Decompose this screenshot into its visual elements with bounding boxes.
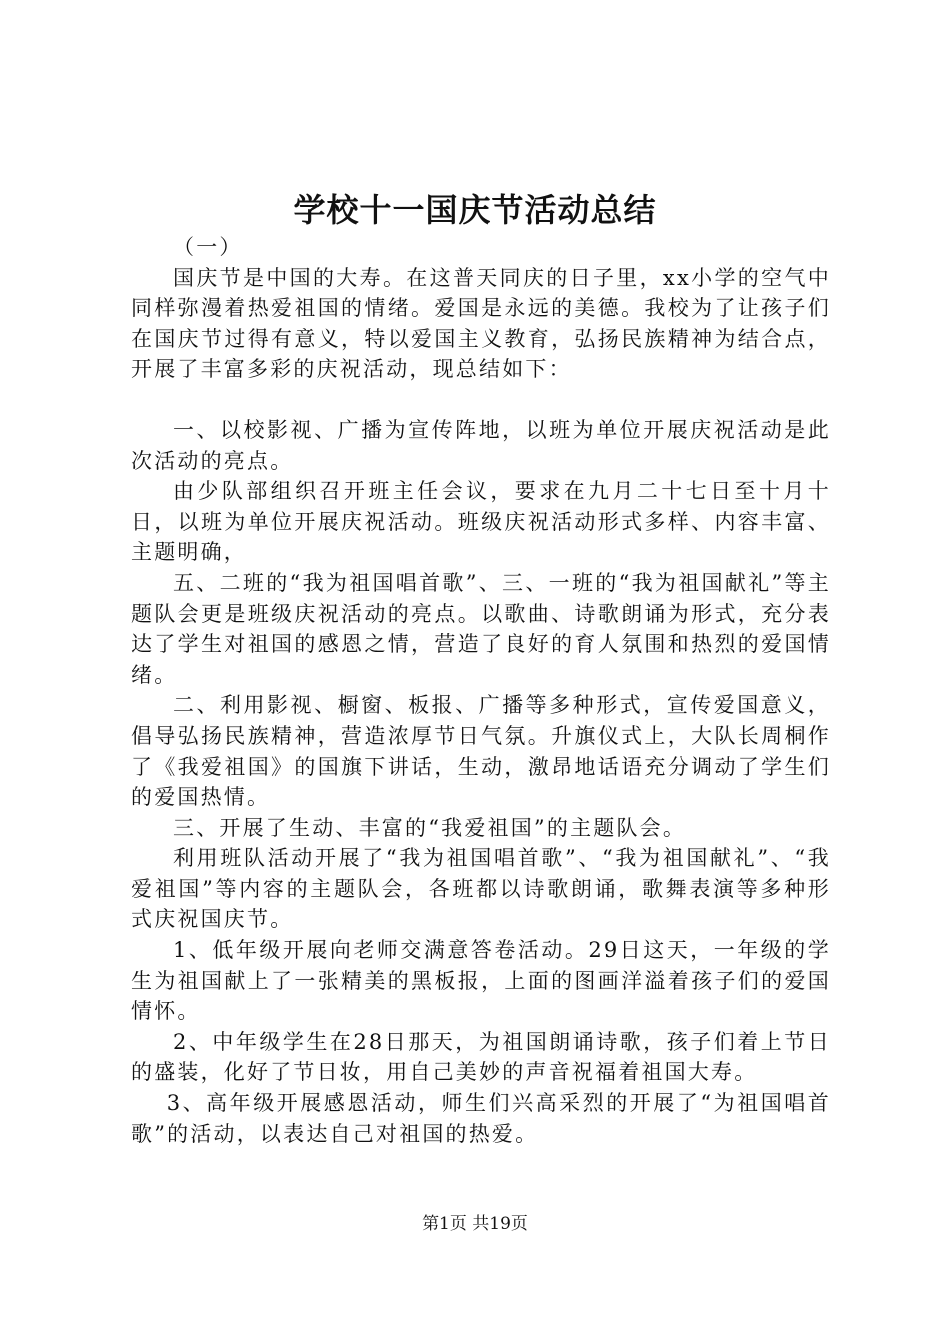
paragraph-point-1: 一、以校影视、广播为宣传阵地，以班为单位开展庆祝活动是此次活动的亮点。	[131, 417, 831, 473]
section-marker: （一）	[173, 235, 243, 259]
intro-paragraph: 国庆节是中国的大寿。在这普天同庆的日子里，xx小学的空气中同样弥漫着热爱祖国的情绪。爱国是永远的美德。我校为了让孩子们在国庆节过得有意义，特以爱国主义教育，弘扬民族精神为结合点，开展了丰富多彩的庆祝活动，现总结如下：	[131, 265, 831, 382]
paragraph-middle-grade: 2、中年级学生在28日那天，为祖国朗诵诗歌，孩子们着上节日的盛装，化好了节日妆，用自己美妙的声音祝福着祖国大寿。	[131, 1029, 831, 1085]
paragraph-point-2: 二、利用影视、橱窗、板报、广播等多种形式，宣传爱国意义，倡导弘扬民族精神，营造浓厚节日气氛。升旗仪式上，大队长周桐作了《我爱祖国》的国旗下讲话，生动，激昂地话语充分调动了学生们的爱国热情。	[131, 693, 831, 810]
paragraph-lower-grade: 1、低年级开展向老师交满意答卷活动。29日这天，一年级的学生为祖国献上了一张精美的黑板报，上面的图画洋溢着孩子们的爱国情怀。	[131, 938, 831, 1024]
paragraph-point-3: 三、开展了生动、丰富的“我爱祖国”的主题队会。	[173, 815, 687, 840]
document-body	[131, 232, 831, 1149]
paragraph-team-meetings: 利用班队活动开展了“我为祖国唱首歌”、“我为祖国献礼”、“我爱祖国”等内容的主题队会，各班都以诗歌朗诵，歌舞表演等多种形式庆祝国庆节。	[131, 846, 831, 932]
paragraph-class-highlights: 五、二班的“我为祖国唱首歌”、三、一班的“我为祖国献礼”等主题队会更是班级庆祝活动的亮点。以歌曲、诗歌朗诵为形式，充分表达了学生对祖国的感恩之情，营造了良好的育人氛围和热烈的爱国情绪。	[131, 570, 831, 687]
paragraph-meeting: 由少队部组织召开班主任会议，要求在九月二十七日至十月十日，以班为单位开展庆祝活动。班级庆祝活动形式多样、内容丰富、主题明确，	[131, 479, 831, 565]
paragraph-upper-grade: 3、高年级开展感恩活动，师生们兴高采烈的开展了“为祖国唱首歌”的活动，以表达自己对祖国的热爱。	[131, 1091, 831, 1146]
document-title: 学校十一国庆节活动总结	[293, 191, 657, 229]
page-number-footer: 第1页 共19页	[422, 1214, 528, 1234]
